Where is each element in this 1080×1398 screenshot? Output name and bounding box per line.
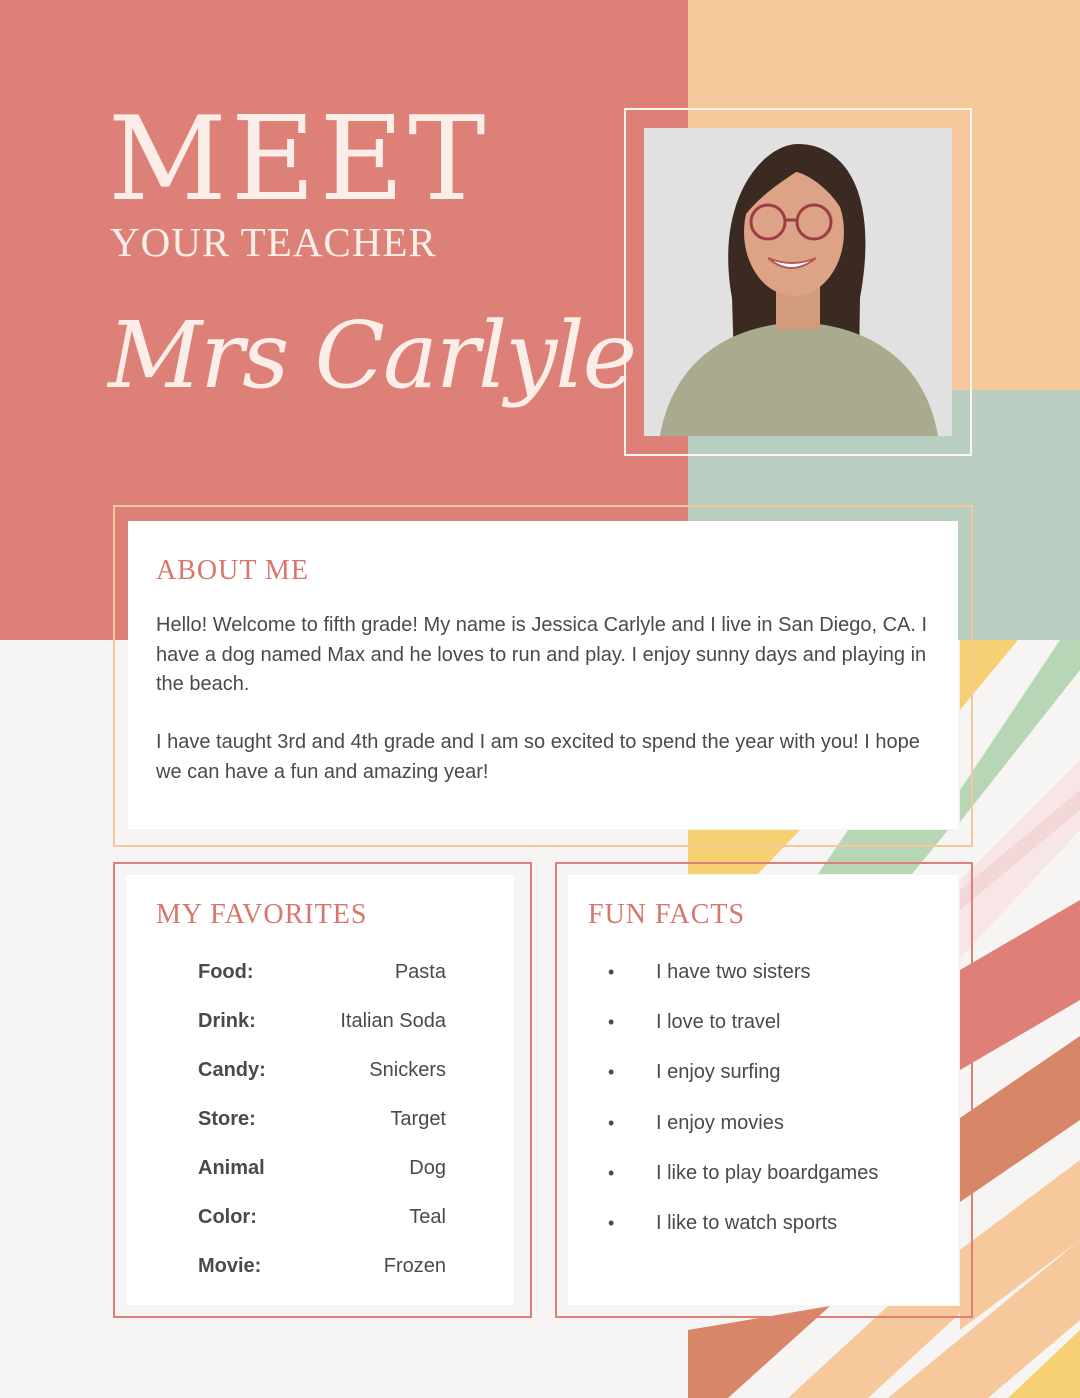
favorite-label: Candy: <box>198 1058 266 1081</box>
bullet-icon: • <box>608 1112 615 1133</box>
page-subtitle: YOUR TEACHER <box>110 219 437 265</box>
fun-fact-text: I enjoy surfing <box>656 1060 781 1083</box>
fun-fact-item <box>608 1159 948 1187</box>
favorite-value: Dog <box>409 1156 446 1179</box>
fun-facts-card <box>568 875 958 1305</box>
favorite-row-store <box>198 1105 446 1133</box>
about-paragraph-2: I have taught 3rd and 4th grade and I am so excited to spend the year with you! I hope we can have a fun and amazing year! <box>156 731 920 783</box>
favorite-row-candy <box>198 1056 446 1084</box>
fun-fact-item <box>608 1209 948 1237</box>
favorite-row-drink <box>198 1007 446 1035</box>
favorite-label: Animal <box>198 1156 265 1179</box>
favorite-value: Frozen <box>383 1254 446 1277</box>
teacher-portrait-photo <box>644 128 952 436</box>
favorite-label: Movie: <box>198 1254 262 1277</box>
fun-facts-section-title: FUN FACTS <box>588 899 746 930</box>
favorite-label: Drink: <box>198 1009 256 1032</box>
favorite-row-movie <box>198 1252 446 1280</box>
favorite-row-animal <box>198 1154 446 1182</box>
bullet-icon: • <box>608 1061 615 1082</box>
favorite-label: Store: <box>198 1107 256 1130</box>
fun-fact-text: I have two sisters <box>656 960 811 983</box>
fun-fact-item <box>608 1109 948 1137</box>
fun-fact-text: I love to travel <box>656 1010 781 1033</box>
fun-fact-item <box>608 1058 948 1086</box>
favorite-value: Italian Soda <box>340 1009 446 1032</box>
favorite-value: Target <box>390 1107 446 1130</box>
about-section-title: ABOUT ME <box>156 555 309 586</box>
fun-fact-text: I enjoy movies <box>656 1111 784 1134</box>
bullet-icon: • <box>608 961 615 982</box>
portrait-illustration <box>644 128 952 436</box>
about-paragraph-1: Hello! Welcome to fifth grade! My name is Jessica Carlyle and I live in San Diego, CA. I have a dog named Max and he loves to run and play. I enjoy sunny days and playing in the beach. <box>156 614 928 695</box>
favorite-row-food <box>198 958 446 986</box>
favorite-label: Color: <box>198 1205 257 1228</box>
favorites-section-title: MY FAVORITES <box>156 899 368 930</box>
favorite-label: Food: <box>198 960 254 983</box>
fun-fact-item <box>608 1008 948 1036</box>
fun-fact-item <box>608 958 948 986</box>
teacher-name-signature: Mrs Carlyle <box>108 302 636 409</box>
bullet-icon: • <box>608 1212 615 1233</box>
fun-fact-text: I like to play boardgames <box>656 1161 879 1184</box>
fun-fact-text: I like to watch sports <box>656 1211 838 1234</box>
favorite-value: Pasta <box>394 960 446 983</box>
bullet-icon: • <box>608 1011 615 1032</box>
bullet-icon: • <box>608 1162 615 1183</box>
favorite-row-color <box>198 1203 446 1231</box>
favorite-value: Teal <box>409 1205 446 1228</box>
page-title: MEET <box>108 92 490 227</box>
favorite-value: Snickers <box>369 1058 446 1081</box>
favorites-card <box>126 875 514 1305</box>
